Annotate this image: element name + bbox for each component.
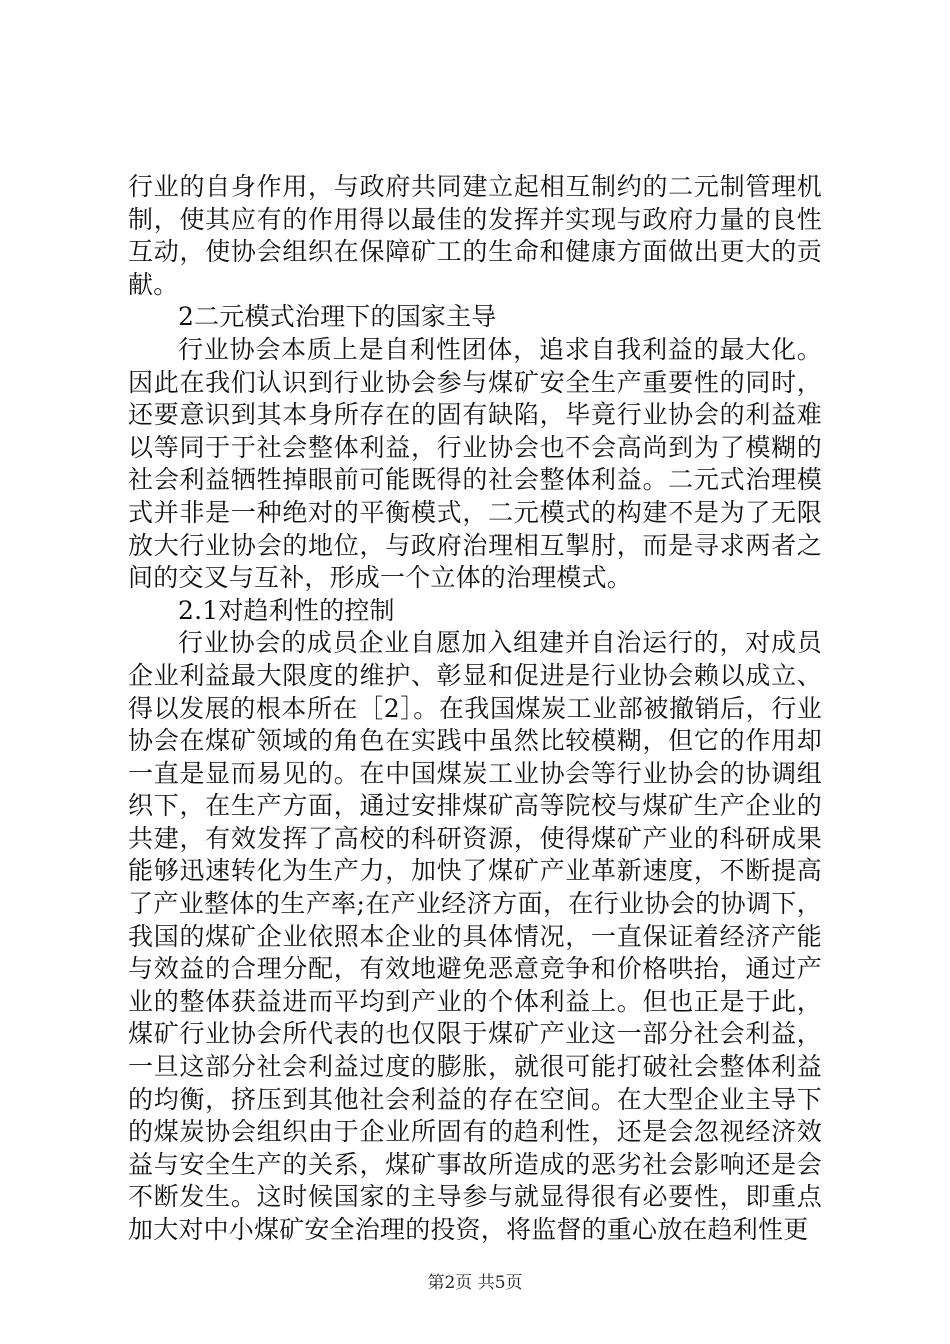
paragraph-industry-association: 行业协会本质上是自利性团体，追求自我利益的最大化。因此在我们认识到行业协会参与煤矿安全生产重要性的同时，还要意识到其本身所存在的固有缺陷，毕竟行业协会的利益难以等同于于社会整体利益，行业协会也不会高尚到为了模糊的社会利益牺牲掉眼前可能既得的社会整体利益。二元式治理模式并非是一种绝对的平衡模式，二元模式的构建不是为了无限放大行业协会的地位，与政府治理相互掣肘，而是寻求两者之间的交叉与互补，形成一个立体的治理模式。: [128, 334, 822, 593]
section-heading-2-1: 2.1对趋利性的控制: [178, 595, 395, 625]
paragraph-continued: 行业的自身作用，与政府共同建立起相互制约的二元制管理机制，使其应有的作用得以最佳的发挥并实现与政府力量的良性互动，使协会组织在保障矿工的生命和健康方面做出更大的贡献。: [128, 172, 822, 299]
paragraph-profit-control: 行业协会的成员企业自愿加入组建并自治运行的，对成员企业利益最大限度的维护、彰显和促进是行业协会赖以成立、得以发展的根本所在［2］。在我国煤炭工业部被撤销后，行业协会在煤矿领域的角色在实践中虽然比较模糊，但它的作用却一直是显而易见的。在中国煤炭工业协会等行业协会的协调组织下，在生产方面，通过安排煤矿高等院校与煤矿生产企业的共建，有效发挥了高校的科研资源，使得煤矿产业的科研成果能够迅速转化为生产力，加快了煤矿产业革新速度，不断提高了产业整体的生产率;在产业经济方面，在行业协会的协调下，我国的煤矿企业依照本企业的具体情况，一直保证着经济产能与效益的合理分配，有效地避免恶意竞争和价格哄抬，通过产业的整体获益进而平均到产业的个体利益上。但也正是于此，煤矿行业协会所代表的也仅限于煤矿产业这一部分社会利益，一旦这部分社会利益过度的膨胀，就很可能打破社会整体利益的均衡，挤压到其他社会利益的存在空间。在大型企业主导下的煤炭协会组织由于企业所固有的趋利性，还是会忽视经济效益与安全生产的关系，煤矿事故所造成的恶劣社会影响还是会不断发生。这时候国家的主导参与就显得很有必要性，即重点加大对中小煤矿安全治理的投资，将监督的重心放在趋利性更: [128, 628, 822, 1244]
section-heading-2: 2二元模式治理下的国家主导: [178, 302, 497, 332]
document-body: [128, 171, 822, 1247]
page-footer: 第2页 共5页: [427, 1273, 523, 1293]
